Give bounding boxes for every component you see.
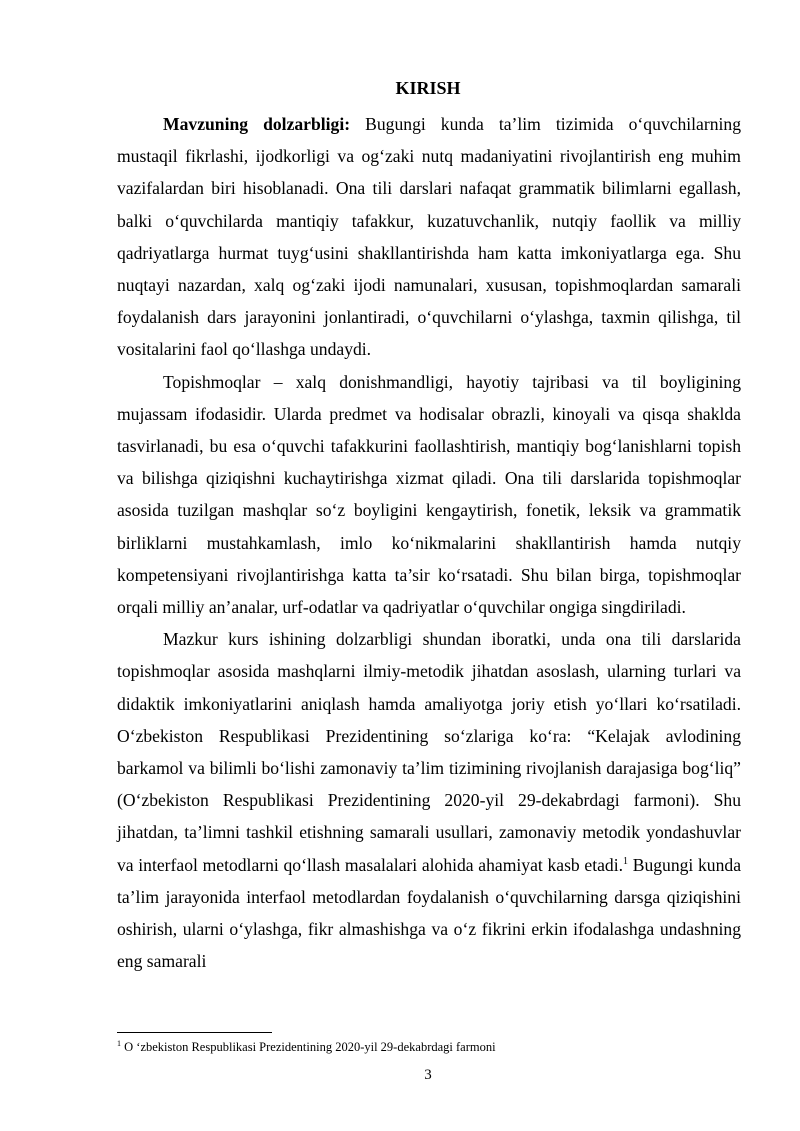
paragraph-lead: Mavzuning dolzarbligi: (163, 114, 351, 134)
paragraph-text: Bugungi kunda ta’lim jarayonida interfaol metodlardan foydalanish o‘quvchilarning darsga qiziqishini oshirish, ularni o‘ylashga, fikr almashishga va o‘z fikrini erkin ifodalashga undashning eng samarali (117, 854, 741, 972)
paragraph-riddles: Topishmoqlar – xalq donishmandligi, hayotiy tajribasi va til boyligining mujassam ifodasidir. Ularda predmet va hodisalar obrazli, kinoyali va qisqa shaklda tasvirlanadi, bu esa o‘quvchi tafakkurini faollashtirish, mantiqiy bog‘lanishlarni topish va bilishga qiziqishni kuchaytirishga xizmat qiladi. Ona tili darslarida topishmoqlar asosida tuzilgan mashqlar so‘z boyligini kengaytirish, fonetik, leksik va grammatik birliklarni mustahkamlash, imlo ko‘nikmalarini shakllantirish hamda nutqiy kompetensiyani rivojlantirishga katta ta’sir ko‘rsatadi. Shu bilan birga, topishmoqlar orqali milliy an’analar, urf-odatlar va qadriyatlar o‘quvchilar ongiga singdiriladi. (117, 371, 741, 618)
footnote-reference: 1 (623, 855, 629, 867)
paragraph-text: Mazkur kurs ishining dolzarbligi shundan iboratki, unda ona tili darslarida topishmoqlar asosida mashqlarni ilmiy-metodik jihatdan asoslash, ularning turlari va didaktik imkoniyatlarini aniqlash hamda amaliyotga joriy etish yo‘llari ko‘rsatiladi. O‘zbekiston Respublikasi Prezidentining so‘zlariga ko‘ra: “Kelajak avlodining barkamol va bilimli bo‘lishi zamonaviy ta’lim tizimining rivojlanish darajasiga bog‘liq” (O‘zbekiston Respublikasi Prezidentining 2020-yil 29-dekabrdagi farmoni). Shu jihatdan, ta’limni tashkil etishning samarali usullari, zamonaviy metodik yondashuvlar va interfaol metodlarni qo‘llash masalalari alohida ahamiyat kasb etadi. (117, 629, 741, 875)
body-text (117, 108, 741, 977)
page-heading: KIRISH (395, 78, 461, 98)
paragraph-course-work (117, 623, 741, 977)
footnote-marker: 1 (117, 1038, 121, 1048)
footnote-divider (117, 1032, 272, 1033)
paragraph-text: Bugungi kunda ta’lim tizimida o‘quvchilarning mustaqil fikrlashi, ijodkorligi va og‘zaki nutq madaniyatini rivojlantirish eng muhim vazifalardan biri hisoblanadi. Ona tili darslari nafaqat grammatik bilimlarni egallash, balki o‘quvchilarda mantiqiy tafakkur, kuzatuvchanlik, nutqiy faollik va milliy qadriyatlarga hurmat tuyg‘usini shakllantirishda ham katta imkoniyatlarga ega. Shu nuqtayi nazardan, xalq og‘zaki ijodi namunalari, xususan, topishmoqlardan samarali foydalanish dars jarayonini jonlantiradi, o‘quvchilarni o‘ylashga, taxmin qilishga, til vositalarini faol qo‘llashga undaydi. (117, 114, 742, 360)
paragraph-relevance (117, 108, 741, 366)
footnote (117, 1039, 741, 1055)
page-number: 3 (424, 1067, 432, 1083)
footnote-text: O ‘zbekiston Respublikasi Prezidentining 2020-yil 29-dekabrdagi farmoni (121, 1040, 496, 1054)
